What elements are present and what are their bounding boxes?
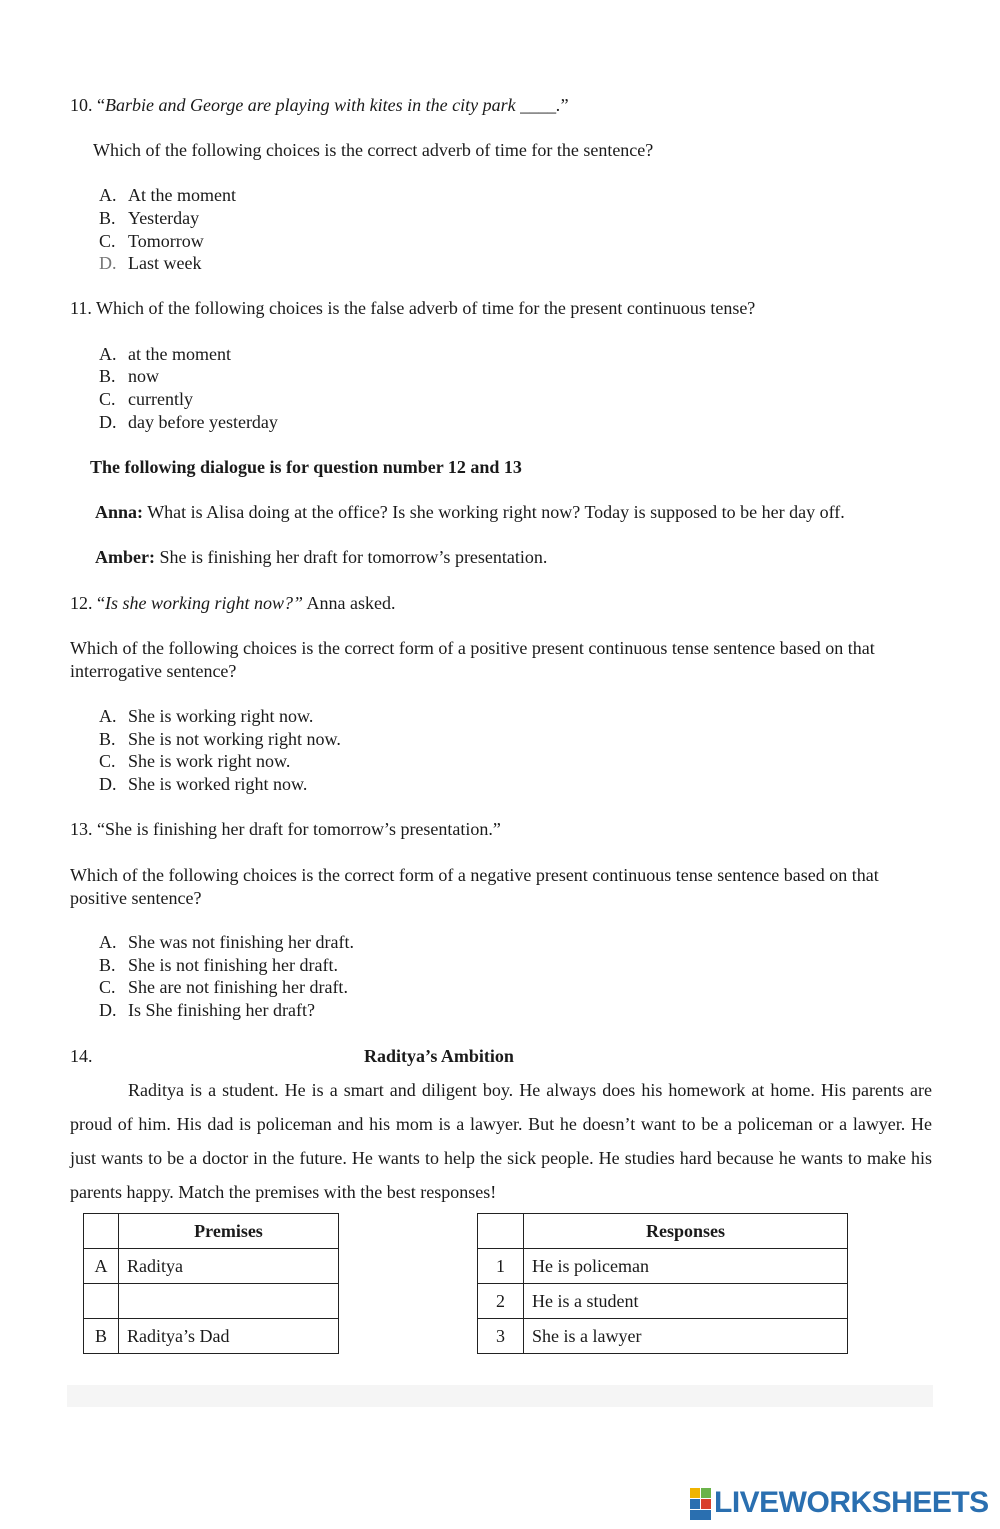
- speaker-name: Amber:: [95, 547, 155, 567]
- table-row[interactable]: [478, 1249, 848, 1284]
- q11-option-a[interactable]: [99, 343, 231, 365]
- table-row[interactable]: [84, 1249, 339, 1284]
- option-letter: B.: [99, 208, 116, 228]
- option-letter: A.: [99, 185, 117, 205]
- q10-option-b[interactable]: [99, 207, 199, 229]
- q13-option-c[interactable]: [99, 976, 348, 998]
- responses-header: Responses: [524, 1214, 848, 1249]
- premise-text: [119, 1284, 339, 1319]
- option-text: She is work right now.: [128, 751, 291, 771]
- premises-header: Premises: [119, 1214, 339, 1249]
- option-letter: B.: [99, 366, 116, 386]
- premise-key: [84, 1284, 119, 1319]
- option-letter: A.: [99, 344, 117, 364]
- option-letter: C.: [99, 389, 116, 409]
- option-letter: A.: [99, 706, 117, 726]
- option-text: She is not finishing her draft.: [128, 955, 338, 975]
- q12-stem: [70, 592, 396, 614]
- option-letter: A.: [99, 932, 117, 952]
- option-text: She is working right now.: [128, 706, 314, 726]
- q10-option-a[interactable]: [99, 184, 236, 206]
- option-letter: D.: [99, 253, 117, 273]
- option-text: now: [128, 366, 159, 386]
- option-text: at the moment: [128, 344, 231, 364]
- table-row[interactable]: [478, 1284, 848, 1319]
- q14-title: Raditya’s Ambition: [364, 1046, 514, 1066]
- response-key: 3: [478, 1319, 524, 1354]
- option-text: Last week: [128, 253, 202, 273]
- q12-option-c[interactable]: [99, 750, 290, 772]
- q10-quote: Barbie and George are playing with kites in the city park ____.: [105, 95, 561, 115]
- dialogue-text: What is Alisa doing at the office? Is she working right now? Today is supposed to be her day off.: [143, 502, 845, 522]
- option-letter: B.: [99, 729, 116, 749]
- q12-number: 12. “: [70, 593, 105, 613]
- response-text: He is policeman: [524, 1249, 848, 1284]
- q10-prompt: Which of the following choices is the correct adverb of time for the sentence?: [93, 140, 654, 160]
- q11-prompt: 11. Which of the following choices is the false adverb of time for the present continuous tense?: [70, 298, 756, 318]
- q11-option-b[interactable]: [99, 365, 159, 387]
- liveworksheets-brand: LIVEWORKSHEETS: [714, 1486, 989, 1519]
- q10-close-quote: ”: [560, 95, 569, 115]
- responses-corner-cell: [478, 1214, 524, 1249]
- option-text: currently: [128, 389, 193, 409]
- option-text: Yesterday: [128, 208, 200, 228]
- q13-option-b[interactable]: [99, 954, 338, 976]
- q10-option-c[interactable]: [99, 230, 204, 252]
- q12-after: Anna asked.: [303, 593, 396, 613]
- response-key: 2: [478, 1284, 524, 1319]
- q10-stem: [70, 94, 569, 116]
- option-text: day before yesterday: [128, 412, 278, 432]
- dialogue-heading: The following dialogue is for question number 12 and 13: [90, 457, 522, 477]
- q12-prompt: Which of the following choices is the correct form of a positive present continuous tense sentence based on that interrogative sentence?: [70, 638, 875, 681]
- footer-bar: [67, 1385, 933, 1407]
- q12-quote: Is she working right now?”: [105, 593, 304, 613]
- table-row[interactable]: [84, 1284, 339, 1319]
- premise-text: Raditya’s Dad: [119, 1319, 339, 1354]
- responses-table: [477, 1213, 848, 1354]
- option-text: At the moment: [128, 185, 236, 205]
- passage-text: Raditya is a student. He is a smart and diligent boy. He always does his homework at home. His parents are proud of him. His dad is policeman and his mom is a lawyer. But he doesn’t want to be a policeman or a lawyer. He just wants to be a doctor in the future. He wants to help the sick people. He studies hard because he wants to make his parents happy. Match the premises with the best responses!: [70, 1080, 932, 1202]
- q14-passage: [70, 1073, 932, 1209]
- table-row[interactable]: [84, 1319, 339, 1354]
- premises-corner-cell: [84, 1214, 119, 1249]
- q13-prompt: Which of the following choices is the correct form of a negative present continuous tense sentence based on that positive sentence?: [70, 865, 879, 908]
- dialogue-line-amber: [95, 546, 547, 568]
- q11-option-c[interactable]: [99, 388, 193, 410]
- option-text: She is not working right now.: [128, 729, 341, 749]
- response-text: He is a student: [524, 1284, 848, 1319]
- premises-table: [83, 1213, 339, 1354]
- q13-option-d[interactable]: [99, 999, 315, 1021]
- option-letter: D.: [99, 412, 117, 432]
- option-text: She is worked right now.: [128, 774, 308, 794]
- q10-number: 10. “: [70, 95, 105, 115]
- q12-option-b[interactable]: [99, 728, 341, 750]
- option-letter: D.: [99, 1000, 117, 1020]
- option-letter: B.: [99, 955, 116, 975]
- option-letter: C.: [99, 751, 116, 771]
- option-letter: C.: [99, 231, 116, 251]
- q13-option-a[interactable]: [99, 931, 354, 953]
- premise-key: A: [84, 1249, 119, 1284]
- option-text: She was not finishing her draft.: [128, 932, 354, 952]
- option-text: She are not finishing her draft.: [128, 977, 348, 997]
- q10-option-d[interactable]: [99, 252, 201, 274]
- table-row: [478, 1214, 848, 1249]
- premise-text: Raditya: [119, 1249, 339, 1284]
- q11-option-d[interactable]: [99, 411, 278, 433]
- option-text: Is She finishing her draft?: [128, 1000, 315, 1020]
- q13-quote: 13. “She is finishing her draft for tomorrow’s presentation.”: [70, 819, 501, 839]
- premise-key: B: [84, 1319, 119, 1354]
- q12-option-a[interactable]: [99, 705, 313, 727]
- option-letter: D.: [99, 774, 117, 794]
- option-letter: C.: [99, 977, 116, 997]
- table-row[interactable]: [478, 1319, 848, 1354]
- response-text: She is a lawyer: [524, 1319, 848, 1354]
- dialogue-text: She is finishing her draft for tomorrow’s presentation.: [154, 547, 548, 567]
- response-key: 1: [478, 1249, 524, 1284]
- q14-number: 14.: [70, 1046, 93, 1066]
- table-row: [84, 1214, 339, 1249]
- option-text: Tomorrow: [128, 231, 204, 251]
- liveworksheets-logo-icon: [690, 1486, 712, 1522]
- speaker-name: Anna:: [95, 502, 144, 522]
- q12-option-d[interactable]: [99, 773, 307, 795]
- dialogue-line-anna: [95, 501, 845, 523]
